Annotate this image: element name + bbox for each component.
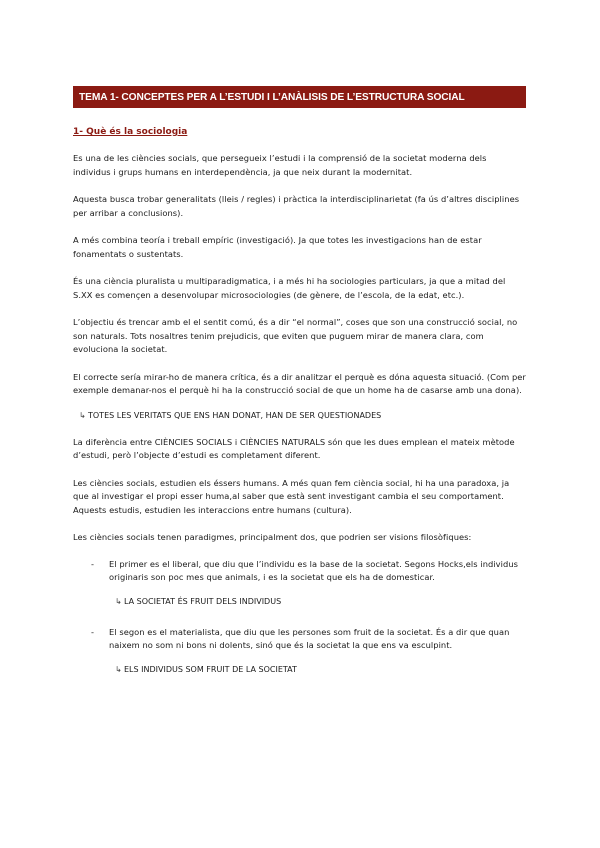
arrow-note <box>73 410 526 422</box>
list-item <box>73 558 526 585</box>
list-item <box>73 626 526 653</box>
list-item-text: El segon es el materialista, que diu que les persones som fruit de la societat. És a dir que quan naixem no som ni bons ni dolents, sinó que és la societat la que ens va esculpint. <box>109 626 510 650</box>
section-heading: 1- Què és la sociologia <box>73 127 188 137</box>
paragraph: L’objectiu és trencar amb el el sentit comú, és a dir “el normal”, coses que son una construcció social, no son naturals. Tots nosaltres tenim prejudicis, que eviten que puguem mirar de manera clara, com evoluciona la societat. <box>73 317 518 354</box>
arrow-note <box>73 596 526 608</box>
paragraph: Aquesta busca trobar generalitats (lleis / regles) i pràctica la interdisciplinarietat (fa ús d’altres disciplines per arribar a conclusions). <box>73 194 520 218</box>
bullet-dash: - <box>91 558 94 569</box>
paragraph: La diferència entre CIÈNCIES SOCIALS i CIÈNCIES NATURALS són que les dues emplean el mateix mètode d’estudi, però l’objecte d’estudi es completament diferent. <box>73 436 515 460</box>
document-page <box>73 86 526 676</box>
list-item-text: El primer es el liberal, que diu que l’individu es la base de la societat. Segons Hocks,els individus originaris son poc mes que animals, i es la societat que els ha de domesticar. <box>109 558 518 582</box>
paragraph: Les ciències socials tenen paradigmes, principalment dos, que podrien ser visions filosòfiques: <box>73 532 472 542</box>
arrow-icon: ↳ <box>115 664 122 674</box>
paradigm-list <box>73 558 526 676</box>
arrow-note-text: LA SOCIETAT ÉS FRUIT DELS INDIVIDUS <box>124 596 282 606</box>
paragraph: Les ciències socials, estudien els éssers humans. A més quan fem ciència social, hi ha una paradoxa, ja que al investigar el propi esser huma,al saber que està sent investigant cambia el seu comportament. Aquests estudis, estudien les interaccions entre humans (cultura). <box>73 477 510 515</box>
arrow-icon: ↳ <box>115 596 122 606</box>
paragraph: És una ciència pluralista u multiparadigmatica, i a més hi ha sociologies particulars, ja que a mitad del S.XX es començen a desenvolupar microsociologies (de gènere, de l’escola, de la edat, etc.). <box>73 276 506 300</box>
document-title: TEMA 1- CONCEPTES PER A L’ESTUDI I L’ANÀLISIS DE L’ESTRUCTURA SOCIAL <box>73 86 526 108</box>
paragraph: Es una de les ciències socials, que persegueix l’estudi i la comprensió de la societat moderna dels individus i grups humans en interdependència, ja que neix durant la modernitat. <box>73 153 487 177</box>
arrow-note <box>73 664 526 676</box>
arrow-note-text: ELS INDIVIDUS SOM FRUIT DE LA SOCIETAT <box>124 664 297 674</box>
arrow-icon: ↳ <box>79 410 86 420</box>
bullet-dash: - <box>91 626 94 637</box>
paragraph: El correcte sería mirar-ho de manera crítica, és a dir analitzar el perquè es dóna aquesta situació. (Com per exemple demanar-nos el perquè hi ha la construcció social de que un home ha de casarse amb una dona). <box>73 371 526 395</box>
arrow-note-text: TOTES LES VERITATS QUE ENS HAN DONAT, HAN DE SER QUESTIONADES <box>88 410 382 420</box>
paragraph: A més combina teoría i treball empíric (investigació). Ja que totes les investigacions han de estar fonamentats o sustentats. <box>73 235 482 259</box>
